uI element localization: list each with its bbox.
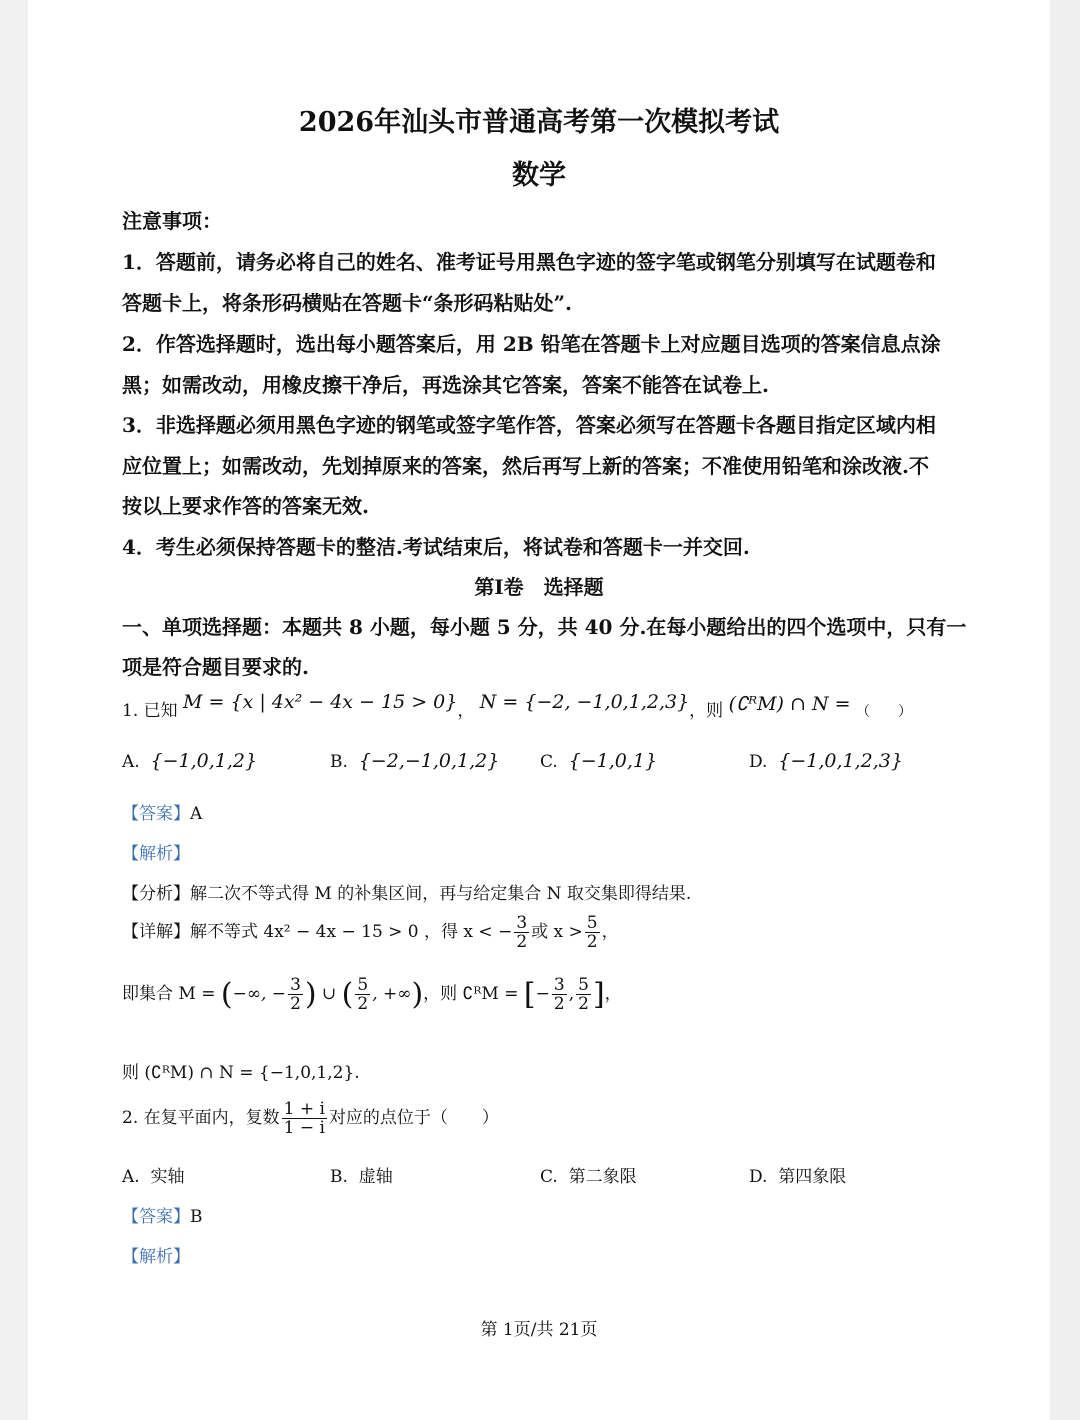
part-heading: 一、单项选择题：本题共 8 小题，每小题 5 分，共 40 分.在每小题给出的四个选项中，只有一 bbox=[122, 615, 967, 639]
notice-line: 应位置上；如需改动，先划掉原来的答案，然后再写上新的答案；不准使用铅笔和涂改液.不 bbox=[122, 454, 929, 478]
notice-line: 3．非选择题必须用黑色字迹的钢笔或签字笔作答，答案必须写在答题卡各题目指定区域内相 bbox=[122, 413, 936, 437]
exam-subject: 数学 bbox=[512, 160, 566, 191]
notice-line: 按以上要求作答的答案无效. bbox=[122, 494, 369, 518]
question-1 bbox=[122, 691, 912, 721]
set-n-definition: N = {−2, −1,0,1,2,3} bbox=[479, 691, 690, 713]
option-c: C. {−1,0,1} bbox=[540, 750, 658, 772]
xiangjie-tag: 【详解】 bbox=[122, 922, 190, 942]
xiangjie-line-2: 即集合 M = (−∞, − $\frac{3}{2}$ ) ∪ ( $\frac{5}{2}$ , +∞)，则 ∁ᴿM = [− $\frac{3}{2}$ , $\frac{5}{2}$ ]， bbox=[122, 975, 622, 1014]
complex-fraction: $\frac{1 + i}{1 - i}$ bbox=[283, 1099, 325, 1138]
option-b: B. {−2,−1,0,1,2} bbox=[330, 750, 500, 772]
volume-title: 第I卷 选择题 bbox=[474, 575, 604, 599]
answer-line bbox=[122, 1202, 203, 1227]
part-heading: 项是符合题目要求的. bbox=[122, 655, 309, 679]
xiangjie-line-3: 则 (∁ᴿM) ∩ N = {−1,0,1,2}. bbox=[122, 1063, 360, 1083]
exam-title: 2026年汕头市普通高考第一次模拟考试 bbox=[298, 107, 780, 138]
question-1-prefix: 1. 已知 bbox=[122, 701, 178, 721]
notice-line: 1．答题前，请务必将自己的姓名、准考证号用黑色字迹的签字笔或钢笔分别填写在试题卷和 bbox=[122, 250, 936, 274]
fenxi-tag: 【分析】 bbox=[122, 884, 190, 904]
fenxi-line bbox=[122, 879, 691, 904]
notice-line: 黑；如需改动，用橡皮擦干净后，再选涂其它答案，答案不能答在试卷上. bbox=[122, 373, 769, 397]
analysis-tag: 【解析】 bbox=[122, 1247, 190, 1267]
answer-value: A bbox=[190, 804, 203, 824]
page-footer: 第 1页/共 21页 bbox=[480, 1320, 598, 1340]
answer-value: B bbox=[190, 1207, 203, 1227]
option-a: A. 实轴 bbox=[122, 1167, 185, 1187]
xiangjie-line-1: 【详解】解不等式 4x² − 4x − 15 > 0 ，得 x < − $\frac{3}{2}$ 或 x > $\frac{5}{2}$ ， bbox=[122, 913, 619, 952]
option-d: D. {−1,0,1,2,3} bbox=[749, 750, 903, 772]
question-2: 2. 在复平面内，复数 $\frac{1 + i}{1 - i}$ 对应的点位于（ ） bbox=[122, 1099, 499, 1138]
question-1-expression: (∁ᴿM) ∩ N = bbox=[728, 693, 851, 715]
notice-heading: 注意事项： bbox=[122, 209, 222, 233]
option-c: C. 第二象限 bbox=[540, 1167, 637, 1187]
notice-line: 2．作答选择题时，选出每小题答案后，用 2B 铅笔在答题卡上对应题目选项的答案信息点涂 bbox=[122, 332, 941, 356]
question-1-then: ，则 bbox=[689, 701, 724, 721]
notice-line: 答题卡上，将条形码横贴在答题卡“条形码粘贴处”. bbox=[122, 291, 572, 315]
option-d: D. 第四象限 bbox=[749, 1167, 847, 1187]
option-b: B. 虚轴 bbox=[330, 1167, 393, 1187]
analysis-tag: 【解析】 bbox=[122, 844, 190, 864]
option-a: A. {−1,0,1,2} bbox=[122, 750, 258, 772]
answer-tag: 【答案】 bbox=[122, 804, 190, 824]
separator: ， bbox=[457, 701, 475, 721]
notice-line: 4．考生必须保持答题卡的整洁.考试结束后，将试卷和答题卡一并交回. bbox=[122, 535, 750, 559]
fenxi-text: 解二次不等式得 M 的补集区间，再与给定集合 N 取交集即得结果. bbox=[190, 884, 692, 904]
document-page bbox=[28, 0, 1050, 1420]
set-m-definition: M = {x | 4x² − 4x − 15 > 0} bbox=[183, 691, 458, 713]
answer-line bbox=[122, 799, 202, 824]
scroll-margin bbox=[1050, 0, 1080, 1420]
answer-paren: （ ） bbox=[855, 704, 912, 720]
answer-tag: 【答案】 bbox=[122, 1207, 190, 1227]
